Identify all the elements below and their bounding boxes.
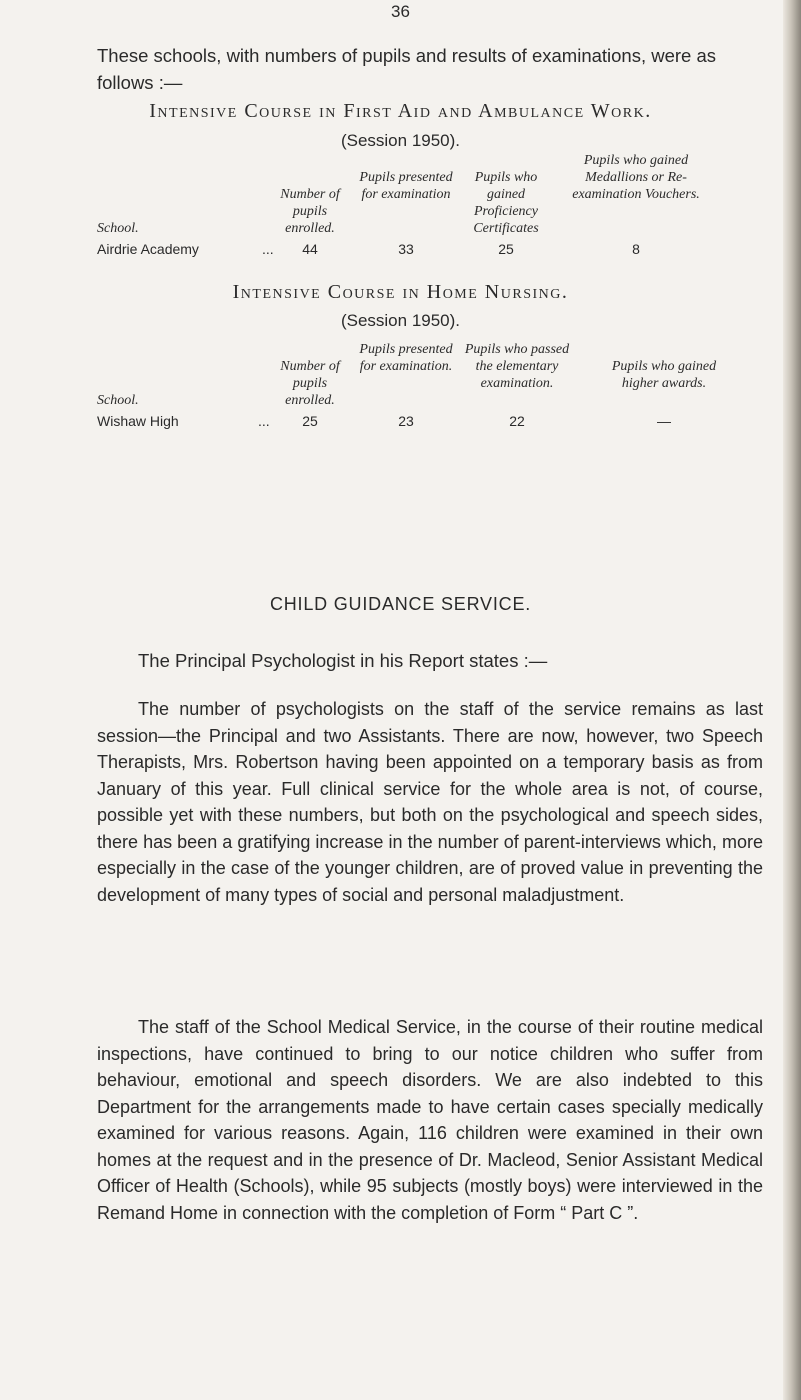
cell-leader-dots: ...: [262, 241, 274, 257]
cell-certificates: 25: [498, 241, 514, 257]
first-aid-session: (Session 1950).: [340, 131, 461, 150]
header-proficiency: Pupils who gained Proficiency Certificates: [473, 170, 539, 236]
header-presented: Pupils presented for examination.: [359, 342, 453, 374]
cell-school: Airdrie Academy: [97, 241, 199, 257]
page-number: 36: [391, 2, 410, 21]
header-passed-elementary: Pupils who passed the elementary examination.: [464, 342, 570, 391]
cell-higher-awards: —: [657, 413, 671, 429]
child-guidance-heading: CHILD GUIDANCE SERVICE.: [269, 594, 532, 614]
cell-enrolled: 25: [302, 413, 318, 429]
header-number-enrolled: Number of pupils enrolled.: [280, 187, 340, 236]
header-higher-awards: Pupils who gained higher awards.: [611, 359, 717, 391]
home-nursing-title: Intensive Course in Home Nursing.: [232, 281, 569, 303]
cell-presented: 23: [398, 413, 414, 429]
header-presented: Pupils presented for examination: [359, 170, 453, 202]
paragraph-staff: The number of psychologists on the staff of the service remains as last session—the Principal and two Assistants. There are now, however, two Speech Therapists, Mrs. Robertson having been appointed on a temporary basis as from January of this year. Full clinical service for the whole area is not, of course, possible yet with these numbers, but both on the psychological and speech sides, there has been a gratifying increase in the number of parent-interviews which, more especially in the case of the younger children, are of proved value in preventing the development of many types of social and personal maladjustment.: [97, 699, 763, 905]
cell-presented: 33: [398, 241, 414, 257]
page-edge-shadow: [783, 0, 801, 1400]
header-school: School.: [97, 393, 139, 408]
cell-leader-dots: ...: [258, 413, 270, 429]
intro-text: These schools, with numbers of pupils and results of examinations, were as follows :—: [97, 45, 717, 93]
cell-medallions: 8: [632, 241, 640, 257]
header-number-enrolled: Number of pupils enrolled.: [280, 359, 340, 408]
home-nursing-session: (Session 1950).: [340, 311, 461, 330]
first-aid-title: Intensive Course in First Aid and Ambulance Work.: [149, 100, 652, 122]
cell-enrolled: 44: [302, 241, 318, 257]
cell-passed: 22: [509, 413, 525, 429]
header-medallions: Pupils who gained Medallions or Re-examination Vouchers.: [572, 153, 700, 202]
paragraph-medical-service: The staff of the School Medical Service, in the course of their routine medical inspections, have continued to bring to our notice children who suffer from behaviour, emotional and speech disorders. We are also indebted to this Department for the arrangements made to have certain cases specially medically examined for various reasons. Again, 116 children were examined in their own homes at the request and in the presence of Dr. Macleod, Senior Assistant Medical Officer of Health (Schools), while 95 subjects (mostly boys) were interviewed in the Remand Home in connection with the completion of Form “ Part C ”.: [97, 1017, 763, 1223]
report-lead: The Principal Psychologist in his Report states :—: [138, 650, 548, 671]
header-school: School.: [97, 221, 139, 236]
cell-school: Wishaw High: [97, 413, 179, 429]
